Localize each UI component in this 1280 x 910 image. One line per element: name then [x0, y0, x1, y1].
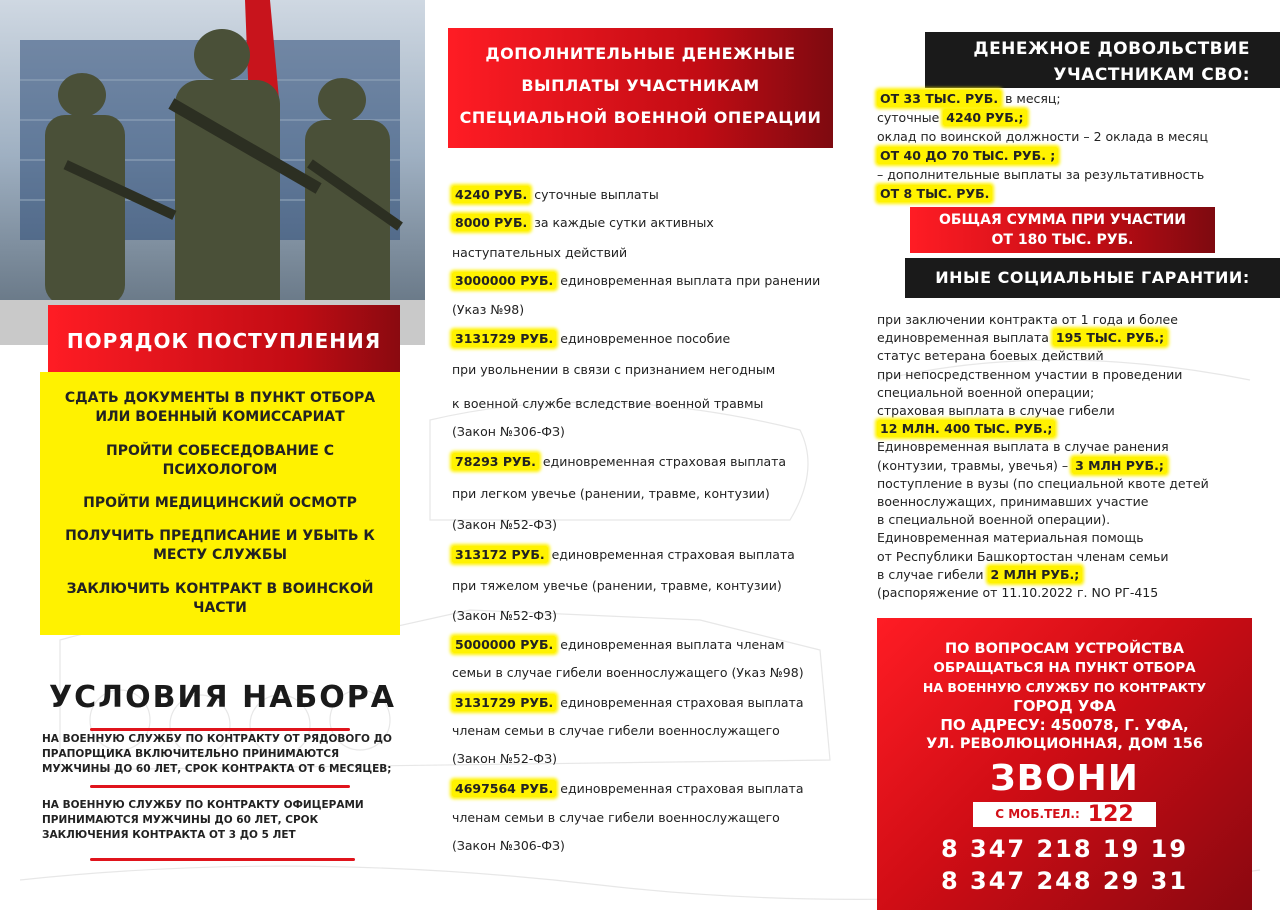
line-text: (контузии, травмы, увечья) –: [877, 457, 1073, 473]
text-line: [877, 128, 1272, 146]
right-column: [865, 0, 1280, 910]
text-line: [877, 493, 1272, 511]
mobile-badge: [973, 802, 1155, 827]
line-text: единовременная выплата: [877, 330, 1053, 346]
line-text: оклад по воинской должности – 2 оклада в месяц: [877, 129, 1208, 144]
text-line: [877, 402, 1272, 420]
line-text: в специальной военной операции).: [877, 512, 1111, 528]
payment-text: (Закон №52-ФЗ): [452, 751, 557, 766]
text-line: [877, 566, 1272, 584]
payment-text: при легком увечье (ранении, травме, контузии): [452, 486, 770, 501]
payment-text: (Закон №306-ФЗ): [452, 424, 565, 439]
payment-line: [452, 781, 847, 796]
payment-line: [452, 547, 847, 562]
text-line: [877, 511, 1272, 529]
payment-amount: 5000000 РУБ.: [452, 636, 556, 653]
highlight-amount: ОТ 8 ТЫС. РУБ.: [877, 185, 992, 202]
payment-line: [452, 695, 847, 710]
step-item: ПРОЙТИ МЕДИЦИНСКИЙ ОСМОТР: [83, 494, 357, 511]
text-line: [877, 457, 1272, 475]
text-line: [877, 90, 1272, 108]
highlight-amount: 12 МЛН. 400 ТЫС. РУБ.;: [877, 420, 1055, 437]
left-column: [0, 0, 425, 910]
payment-text: единовременная выплата членам: [556, 637, 785, 652]
line-text: суточные: [877, 110, 944, 125]
payment-text: за каждые сутки активных: [530, 215, 714, 230]
payment-text: наступательных действий: [452, 245, 628, 260]
payment-text: членам семьи в случае гибели военнослужащего: [452, 723, 780, 738]
highlight-amount: 3 МЛН РУБ.;: [1072, 457, 1167, 474]
payment-line: [452, 637, 847, 652]
text-line: [877, 147, 1272, 165]
text-line: [877, 347, 1272, 365]
condition-item: НА ВОЕННУЮ СЛУЖБУ ПО КОНТРАКТУ ОФИЦЕРАМИ ПРИНИМАЮТСЯ МУЖЧИНЫ ДО 60 ЛЕТ, СРОК ЗАКЛЮЧЕНИЯ КОНТРАКТА ОТ 3 ДО 5 ЛЕТ: [42, 799, 364, 841]
line-text: поступление в вузы (по специальной квоте детей: [877, 475, 1209, 491]
order-title: ПОРЯДОК ПОСТУПЛЕНИЯ: [48, 305, 400, 377]
contact-line: НА ВОЕННУЮ СЛУЖБУ ПО КОНТРАКТУ: [922, 680, 1207, 695]
phone-number[interactable]: 8 347 248 29 31: [940, 866, 1189, 895]
payment-line: [452, 665, 847, 680]
line-text: при заключении контракта от 1 года и более: [877, 312, 1178, 327]
payment-text: при увольнении в связи с признанием негодным: [452, 362, 776, 377]
total-banner: [910, 207, 1215, 253]
line-text: специальной военной операции;: [877, 384, 1095, 400]
soldiers-photo: [0, 0, 425, 345]
call-label: ЗВОНИ: [990, 758, 1139, 799]
text-line: [877, 438, 1272, 456]
payment-line: [452, 454, 847, 469]
conditions-title: УСЛОВИЯ НАБОРА: [49, 680, 396, 715]
payment-line: [452, 245, 847, 260]
contact-line: УЛ. РЕВОЛЮЦИОННАЯ, ДОМ 156: [926, 736, 1203, 752]
text-line: [877, 475, 1272, 493]
payment-text: суточные выплаты: [530, 187, 659, 202]
mobile-number[interactable]: 122: [1087, 801, 1134, 827]
payment-line: [452, 273, 847, 288]
payment-text: к военной службе вследствие военной травмы: [452, 396, 764, 411]
payment-amount: 313172 РУБ.: [452, 546, 548, 563]
line-text: – дополнительные выплаты за результативность: [877, 167, 1205, 182]
salary-title-line: ДЕНЕЖНОЕ ДОВОЛЬСТВИЕ: [973, 39, 1250, 59]
line-text: страховая выплата в случае гибели: [877, 403, 1115, 418]
payment-text: семьи в случае гибели военнослужащего (Указ №98): [452, 665, 804, 680]
text-line: [877, 166, 1272, 184]
line-text: от Республики Башкортостан членам семьи: [877, 548, 1169, 564]
line-text: в случае гибели: [877, 566, 988, 582]
payment-text: единовременная страховая выплата: [556, 695, 804, 710]
contact-line: ОБРАЩАТЬСЯ НА ПУНКТ ОТБОРА: [933, 660, 1196, 676]
payment-line: [452, 424, 847, 439]
payment-line: [452, 362, 847, 377]
middle-column: [440, 0, 850, 910]
text-line: [877, 529, 1272, 547]
payment-amount: 3000000 РУБ.: [452, 272, 556, 289]
contact-line: ПО ВОПРОСАМ УСТРОЙСТВА: [945, 641, 1184, 657]
payment-text: при тяжелом увечье (ранении, травме, контузии): [452, 578, 782, 593]
highlight-amount: ОТ 33 ТЫС. РУБ.: [877, 90, 1001, 107]
payment-line: [452, 723, 847, 738]
payment-line: [452, 486, 847, 501]
payment-amount: 3131729 РУБ.: [452, 330, 556, 347]
payment-line: [452, 578, 847, 593]
payment-line: [452, 331, 847, 346]
highlight-amount: ОТ 40 ДО 70 ТЫС. РУБ. ;: [877, 147, 1058, 164]
payment-amount: 4240 РУБ.: [452, 186, 530, 203]
text-line: [877, 311, 1272, 329]
text-line: [877, 420, 1272, 438]
payment-text: единовременная страховая выплата: [538, 454, 787, 469]
payment-line: [452, 396, 847, 411]
payment-line: [452, 215, 847, 230]
line-text: Единовременная материальная помощь: [877, 530, 1144, 546]
line-text: при непосредственном участии в проведении: [877, 366, 1183, 382]
text-line: [877, 329, 1272, 347]
total-line: ОБЩАЯ СУММА ПРИ УЧАСТИИ: [938, 212, 1187, 228]
payment-text: (Указ №98): [452, 302, 525, 317]
text-line: [877, 384, 1272, 402]
payment-text: единовременная страховая выплата: [547, 547, 795, 562]
payment-amount: 4697564 РУБ.: [452, 780, 556, 797]
salary-title: [925, 32, 1280, 88]
contact-line: ПО АДРЕСУ: 450078, Г. УФА,: [940, 716, 1189, 734]
text-line: [877, 185, 1272, 203]
condition-item: НА ВОЕННУЮ СЛУЖБУ ПО КОНТРАКТУ ОТ РЯДОВОГО ДО ПРАПОРЩИКА ВКЛЮЧИТЕЛЬНО ПРИНИМАЮТСЯ МУЖЧИНЫ ДО 60 ЛЕТ, СРОК КОНТРАКТА ОТ 6 МЕСЯЦЕВ;: [42, 733, 392, 775]
step-item: ЗАКЛЮЧИТЬ КОНТРАКТ В ВОИНСКОЙ ЧАСТИ: [66, 580, 374, 616]
divider: [90, 728, 350, 731]
line-text: (распоряжение от 11.10.2022 г. NO РГ-415: [877, 585, 1159, 600]
payment-text: единовременная выплата при ранении: [556, 273, 821, 288]
contact-box: [877, 618, 1252, 910]
phone-number[interactable]: 8 347 218 19 19: [940, 834, 1189, 863]
text-line: [877, 366, 1272, 384]
payment-text: (Закон №52-ФЗ): [452, 517, 557, 532]
highlight-amount: 195 ТЫС. РУБ.;: [1053, 329, 1167, 346]
payment-text: единовременное пособие: [556, 331, 731, 346]
payments-title: ДОПОЛНИТЕЛЬНЫЕ ДЕНЕЖНЫЕ ВЫПЛАТЫ УЧАСТНИКАМ СПЕЦИАЛЬНОЙ ВОЕННОЙ ОПЕРАЦИИ: [448, 28, 833, 148]
highlight-amount: 4240 РУБ.;: [943, 109, 1026, 126]
step-item: ПРОЙТИ СОБЕСЕДОВАНИЕ С ПСИХОЛОГОМ: [105, 442, 334, 478]
salary-title-line: УЧАСТНИКАМ СВО:: [1053, 65, 1250, 85]
payment-line: [452, 302, 847, 317]
payment-line: [452, 751, 847, 766]
step-item: ПОЛУЧИТЬ ПРЕДПИСАНИЕ И УБЫТЬ К МЕСТУ СЛУЖБЫ: [65, 528, 375, 564]
total-line: ОТ 180 ТЫС. РУБ.: [991, 232, 1134, 248]
payment-line: [452, 187, 847, 202]
payment-amount: 78293 РУБ.: [452, 453, 539, 470]
payment-line: [452, 608, 847, 623]
divider: [90, 858, 355, 861]
text-line: [877, 584, 1272, 602]
payment-text: (Закон №306-ФЗ): [452, 838, 565, 853]
line-text: военнослужащих, принимавших участие: [877, 494, 1149, 509]
payment-line: [452, 810, 847, 825]
text-line: [877, 548, 1272, 566]
payment-text: (Закон №52-ФЗ): [452, 608, 557, 623]
line-text: в месяц;: [1001, 91, 1061, 106]
step-item: СДАТЬ ДОКУМЕНТЫ В ПУНКТ ОТБОРА ИЛИ ВОЕННЫЙ КОМИССАРИАТ: [64, 390, 376, 426]
divider: [90, 785, 350, 788]
payment-amount: 8000 РУБ.: [452, 214, 530, 231]
payment-line: [452, 517, 847, 532]
payment-line: [452, 838, 847, 853]
steps-list: [40, 372, 400, 635]
payment-text: членам семьи в случае гибели военнослужащего: [452, 810, 780, 825]
payment-text: единовременная страховая выплата: [556, 781, 804, 796]
line-text: Единовременная выплата в случае ранения: [877, 439, 1169, 455]
payment-amount: 3131729 РУБ.: [452, 694, 556, 711]
line-text: статус ветерана боевых действий: [877, 348, 1104, 364]
text-line: [877, 109, 1272, 127]
highlight-amount: 2 МЛН РУБ.;: [988, 566, 1083, 583]
contact-line: ГОРОД УФА: [1013, 697, 1116, 715]
guarantees-title: ИНЫЕ СОЦИАЛЬНЫЕ ГАРАНТИИ:: [905, 258, 1280, 298]
mobile-label: С МОБ.ТЕЛ.:: [995, 807, 1080, 821]
